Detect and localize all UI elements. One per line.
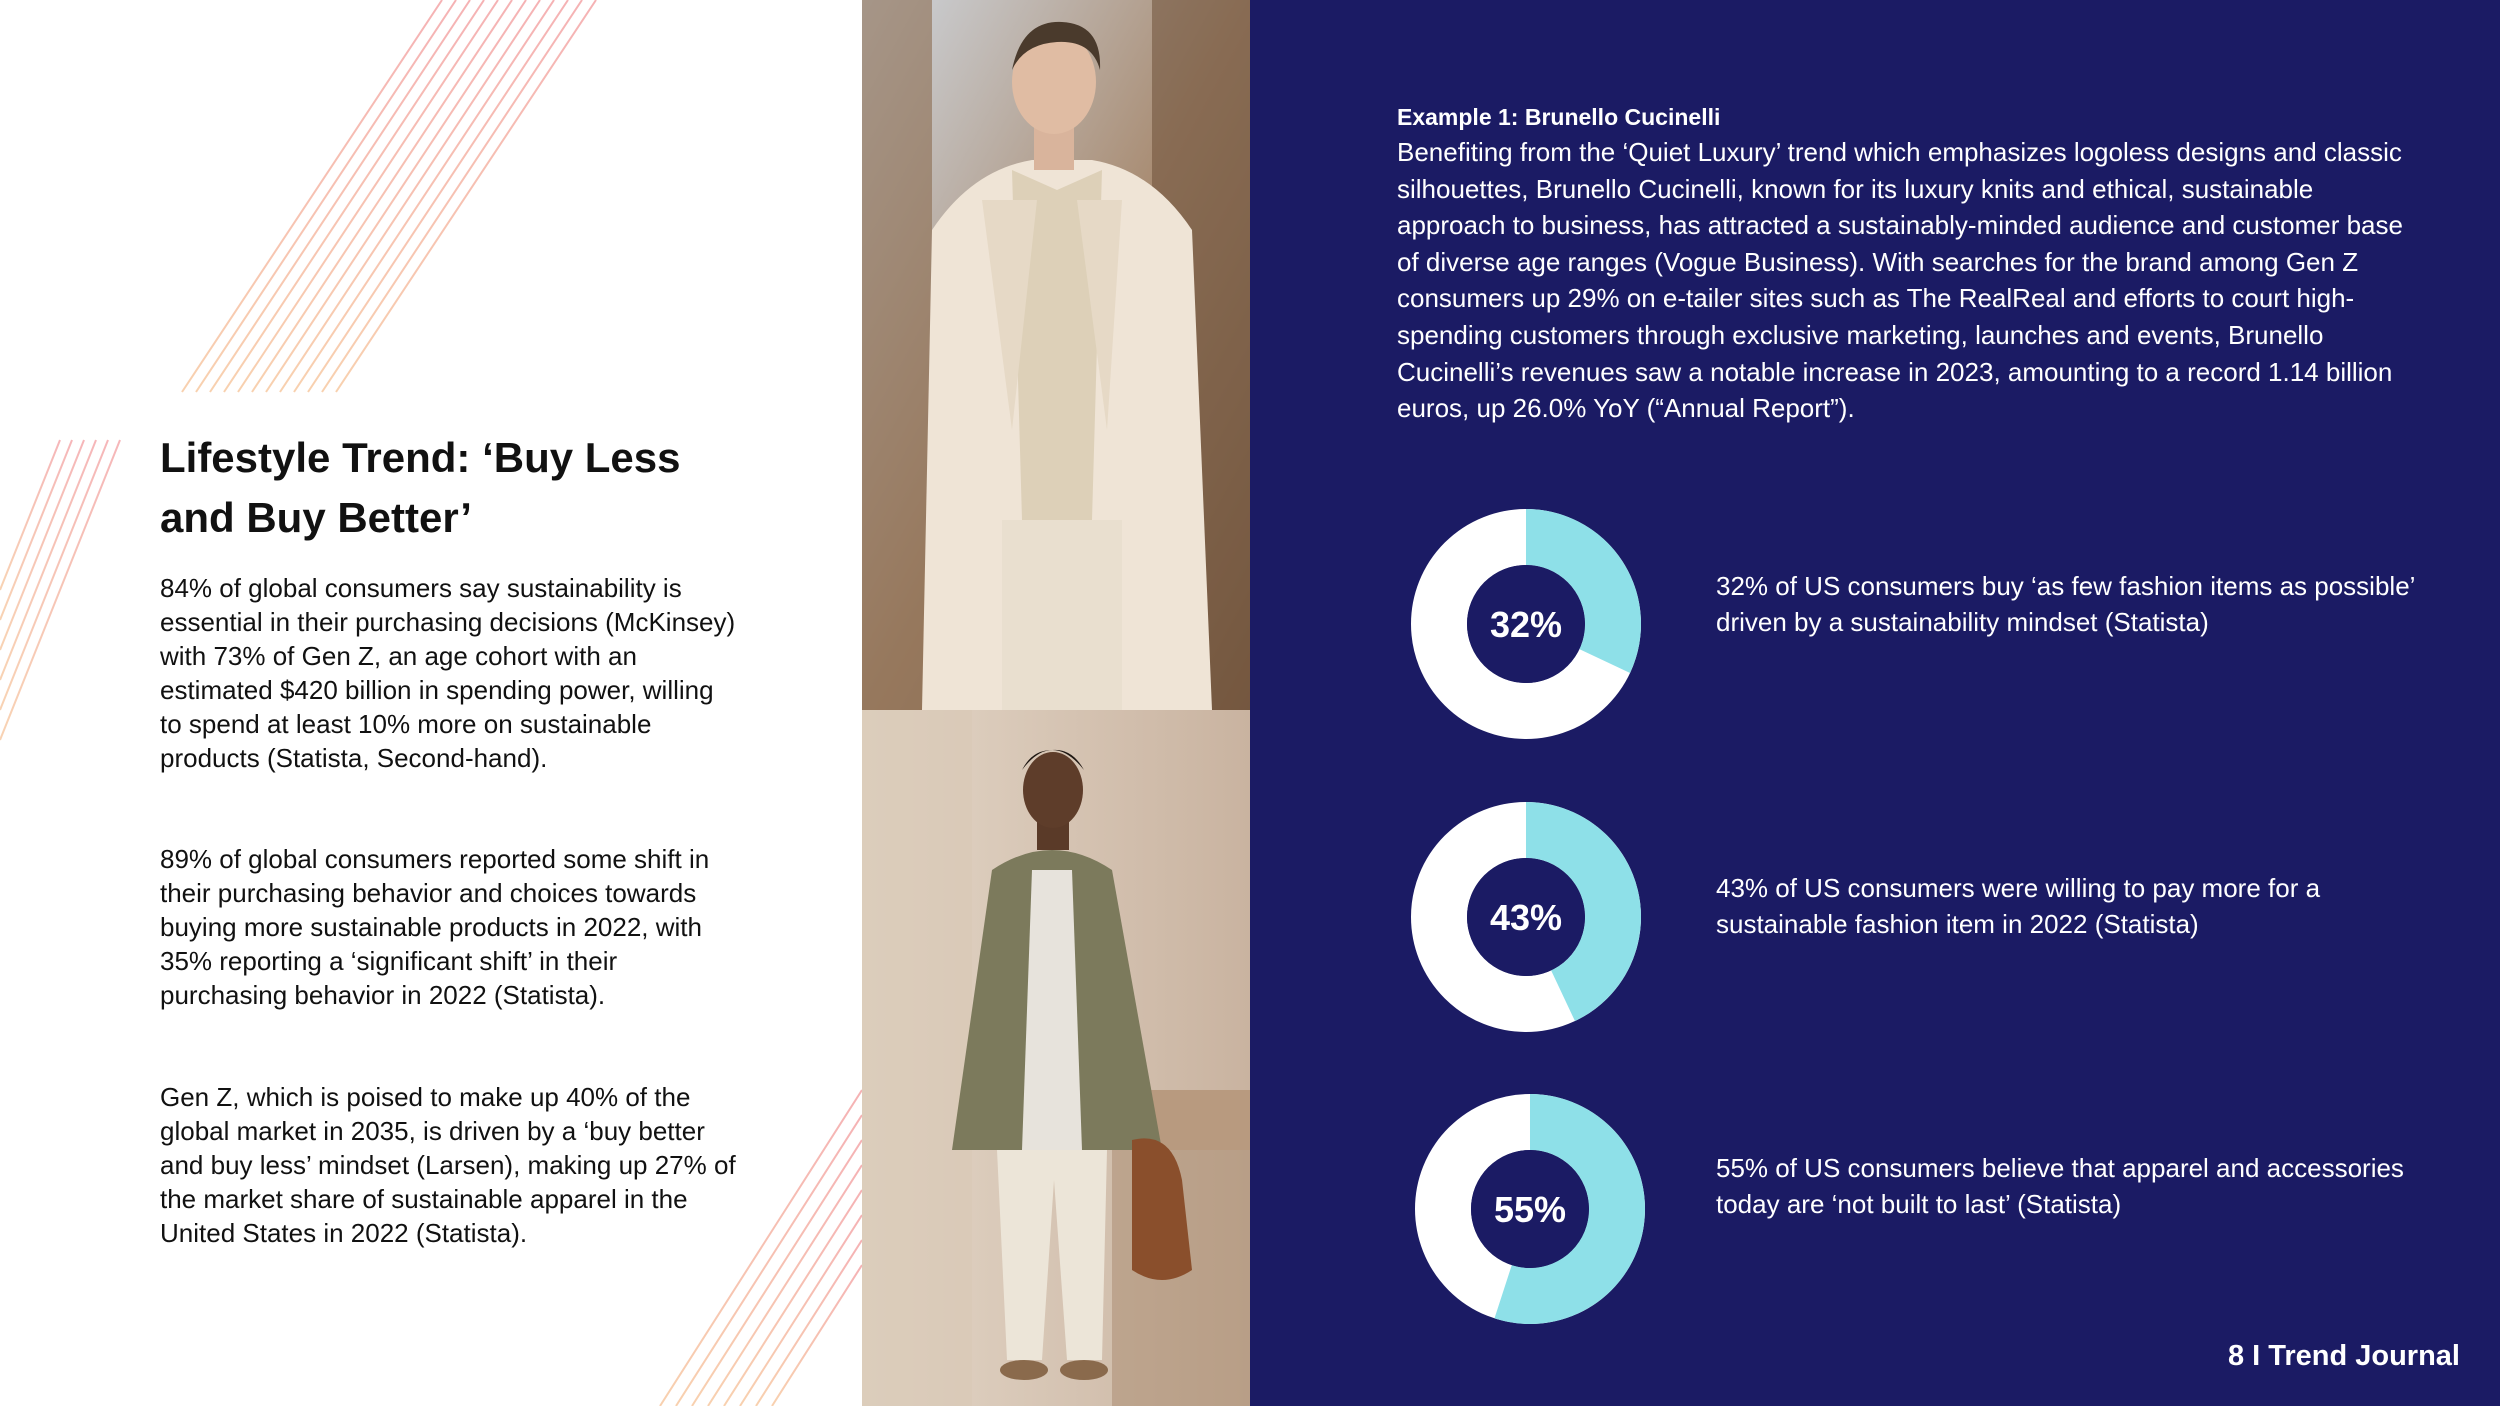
donut-chart-2 [1408,799,1644,1035]
donut-chart-3 [1412,1091,1648,1327]
page-title: Lifestyle Trend: ‘Buy Less and Buy Better’ [160,434,681,541]
donut-chart-1 [1408,506,1644,742]
page-footer: 8 I Trend Journal [2227,1340,2460,1372]
donut-1-label: 32% [1489,604,1563,645]
donut-3-label: 55% [1493,1189,1567,1230]
donut-2-label: 43% [1489,897,1563,938]
stat-text-1: 32% of US consumers buy ‘as few fashion items as possible’ driven by a sustainability mindset (Statista) [1716,571,2415,637]
photo-man-olive-jacket [862,710,1250,1406]
example-title: Example 1: Brunello Cucinelli [1397,104,1721,130]
paragraph-3: Gen Z, which is poised to make up 40% of the global market in 2035, is driven by a ‘buy better and buy less’ mindset (Larsen), making up 27% of the market share of sustainable apparel in the United States in 2022 (Statista). [160,1082,736,1248]
stat-text-2: 43% of US consumers were willing to pay more for a sustainable fashion item in 2022 (Statista) [1716,873,2321,939]
right-panel [1250,0,2500,1406]
stat-text-3: 55% of US consumers believe that apparel and accessories today are ‘not built to last’ (Statista) [1716,1153,2404,1219]
photo-column [862,0,1250,1406]
example-body: Benefiting from the ‘Quiet Luxury’ trend which emphasizes logoless designs and classic silhouettes, Brunello Cucinelli, known for its luxury knits and ethical, sustainable approach to business, has attracted a sustainably-minded audience and customer base of diverse age ranges (Vogue Business). With searches for the brand among Gen Z consumers up 29% on e-tailer sites such as The RealReal and efforts to court high-spending customers through exclusive marketing, launches and events, Brunello Cucinelli’s revenues saw a notable increase in 2023, amounting to a record 1.14 billion euros, up 26.0% YoY (“Annual Report”). [1397,137,2403,424]
photo-woman-cream-blazer [862,0,1250,710]
paragraph-2: 89% of global consumers reported some shift in their purchasing behavior and choices towards buying more sustainable products in 2022, with 35% reporting a ‘significant shift’ in their purchasing behavior in 2022 (Statista). [160,844,710,1010]
paragraph-1: 84% of global consumers say sustainability is essential in their purchasing decisions (McKinsey) with 73% of Gen Z, an age cohort with an estimated $420 billion in spending power, willing to spend at least 10% more on sustainable products (Statista, Second-hand). [160,573,736,773]
left-panel [0,0,862,1406]
